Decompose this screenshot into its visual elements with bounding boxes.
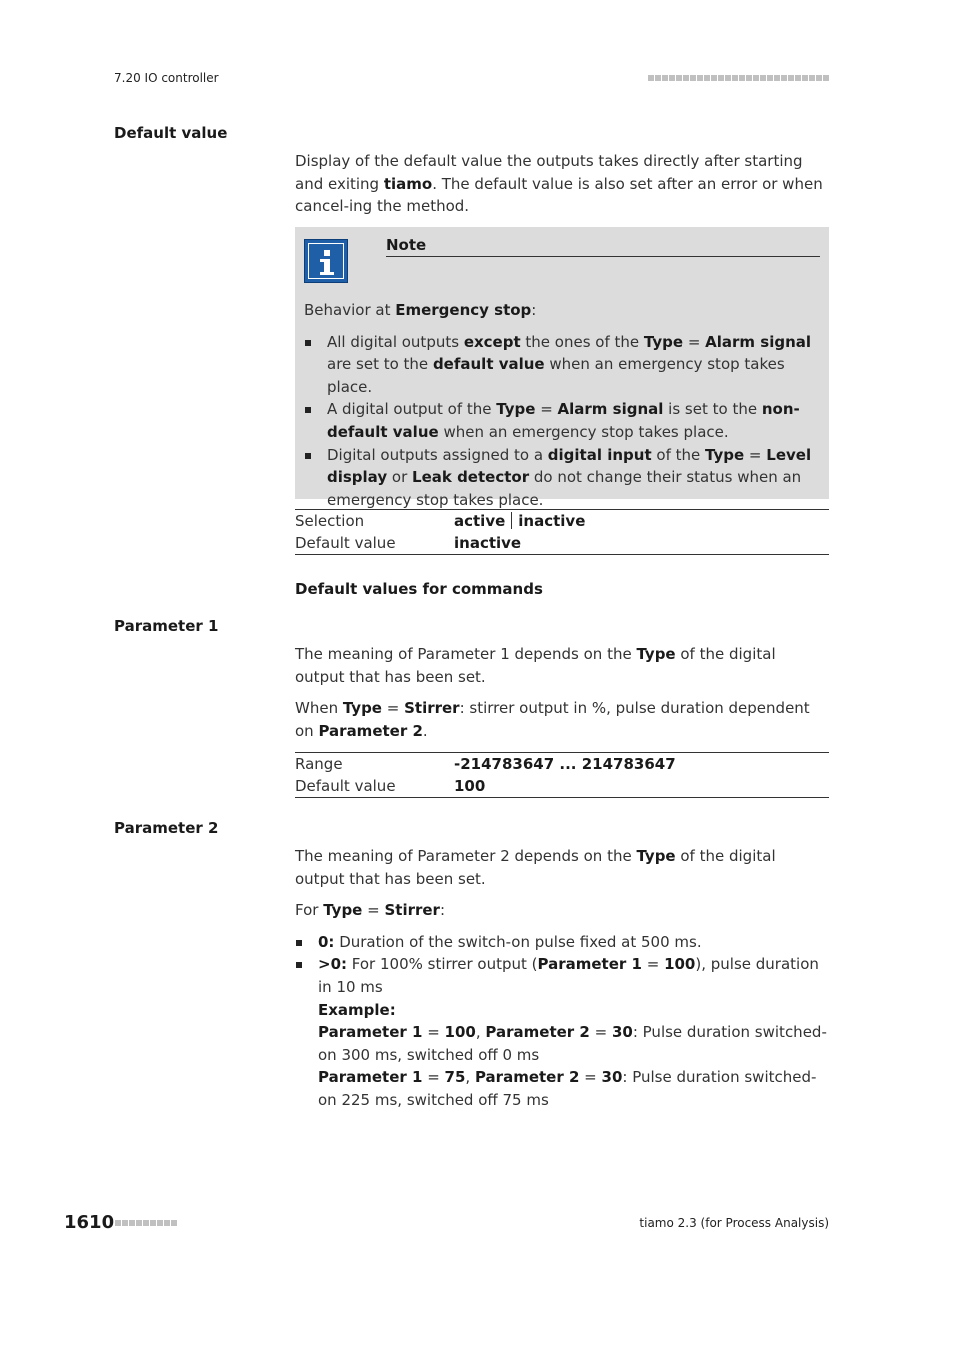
parameter2-description: The meaning of Parameter 2 depends on the Type of the digital output that has been set. For Type = Stirrer: 0: Duration of the switch-on pulse fixed at 500 ms. >0: For 100% stirrer output (Parameter 1 = 100), pulse duration in 10 ms Example: Parameter 1 = 100, Parameter 2 = 30: Pulse duration switched-on 300 ms, switched off 0 ms Parameter 1 = 75, Parameter 2 = 30: Pulse duration switched-on 225 ms, switched off 75 ms (295, 845, 829, 1112)
note-list (304, 331, 819, 512)
parameter2-heading: Parameter 2 (114, 819, 219, 837)
note-box (295, 227, 829, 509)
parameter1-heading: Parameter 1 (114, 617, 219, 635)
parameter1-table (295, 752, 829, 798)
parameter1-description: The meaning of Parameter 1 depends on the Type of the digital output that has been set. When Type = Stirrer: stirrer output in %, pulse duration dependent on Parameter 2. (295, 645, 810, 740)
list-item: All digital outputs except the ones of the Type = Alarm signal are set to the default value when an emergency stop takes place. (304, 331, 819, 399)
example-label: Example: (318, 1000, 396, 1019)
list-item: 0: Duration of the switch-on pulse fixed at 500 ms. (295, 931, 829, 954)
list-item: Digital outputs assigned to a digital input of the Type = Level display or Leak detector do not change their status when an emergency stop takes place. (304, 444, 819, 512)
footer-decoration (115, 1220, 177, 1226)
table-row: Selection active inactive (295, 512, 586, 530)
running-header-section: 7.20 IO controller (114, 71, 219, 85)
page-number: 1610 (64, 1212, 115, 1233)
product-name: tiamo 2.3 (for Process Analysis) (639, 1216, 829, 1230)
note-title: Note (386, 236, 820, 257)
example-line: Parameter 1 = 75, Parameter 2 = 30: Pulse duration switched-on 225 ms, switched off 75 ms (318, 1068, 817, 1109)
list-item: >0: For 100% stirrer output (Parameter 1 = 100), pulse duration in 10 ms Example: Parameter 1 = 100, Parameter 2 = 30: Pulse duration switched-on 300 ms, switched off 0 ms Parameter 1 = 75, Parameter 2 = 30: Pulse duration switched-on 225 ms, switched off 75 ms (295, 953, 829, 1111)
default-value-heading: Default value (114, 124, 228, 142)
note-intro: Behavior at Emergency stop: (304, 301, 537, 319)
commands-heading: Default values for commands (295, 580, 543, 598)
note-body (304, 299, 819, 511)
table-row: Default value inactive (295, 534, 522, 552)
table-row: Range -214783647 ... 214783647 (295, 755, 676, 773)
list-item: A digital output of the Type = Alarm signal is set to the non-default value when an emergency stop takes place. (304, 398, 819, 443)
default-value-param-table (295, 509, 829, 555)
example-line: Parameter 1 = 100, Parameter 2 = 30: Pulse duration switched-on 300 ms, switched off 0 ms (318, 1023, 827, 1064)
info-icon (304, 239, 348, 283)
parameter2-list (295, 931, 829, 1112)
default-value-description: Display of the default value the outputs takes directly after starting and exiting tiamo. The default value is also set after an error or when cancel-ing the method. (295, 152, 823, 216)
table-row: Default value 100 (295, 777, 486, 795)
header-decoration (648, 72, 830, 84)
